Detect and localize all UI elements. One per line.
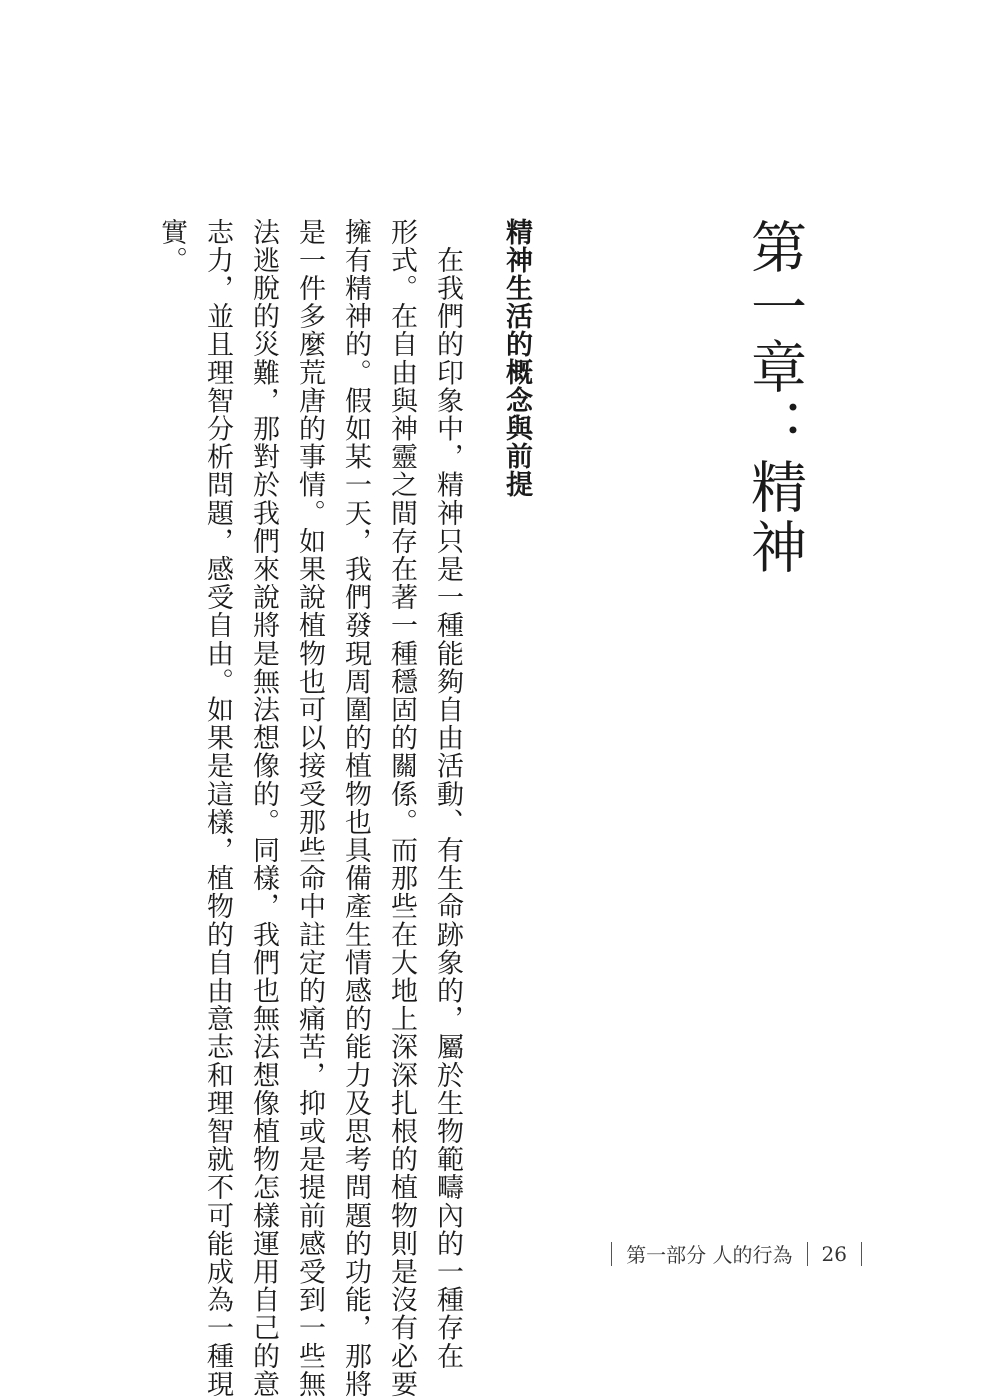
footer-divider: [611, 1242, 612, 1266]
section-heading: 精神生活的概念與前提: [501, 218, 532, 498]
page-number: 26: [821, 1241, 847, 1266]
body-column: 實。: [156, 218, 187, 275]
body-column: 是一件多麼荒唐的事情。如果說植物也可以接受那些命中註定的痛苦，抑或是提前感受到一些無: [294, 218, 325, 1398]
body-column: 在我們的印象中，精神只是一種能夠自由活動、有生命跡象的，屬於生物範疇內的一種存在: [432, 218, 463, 1371]
page-footer: [597, 1239, 876, 1268]
chapter-title: 第一章：精神: [742, 218, 807, 578]
footer-divider: [861, 1242, 862, 1266]
body-column: 志力，並且理智分析問題，感受自由。如果是這樣，植物的自由意志和理智就不可能成為一種現: [202, 218, 233, 1398]
body-text: [148, 218, 470, 1398]
footer-divider: [807, 1242, 808, 1266]
footer-part-label: 第一部分 人的行為: [626, 1243, 793, 1267]
body-column: 擁有精神的。假如某一天，我們發現周圍的植物也具備產生情感的能力及思考問題的功能，那將: [340, 218, 371, 1398]
body-column: 形式。在自由與神靈之間存在著一種穩固的關係。而那些在大地上深深扎根的植物則是沒有必要: [386, 218, 417, 1398]
body-column: 法逃脫的災難，那對於我們來說將是無法想像的。同樣，我們也無法想像植物怎樣運用自己的意: [248, 218, 279, 1398]
